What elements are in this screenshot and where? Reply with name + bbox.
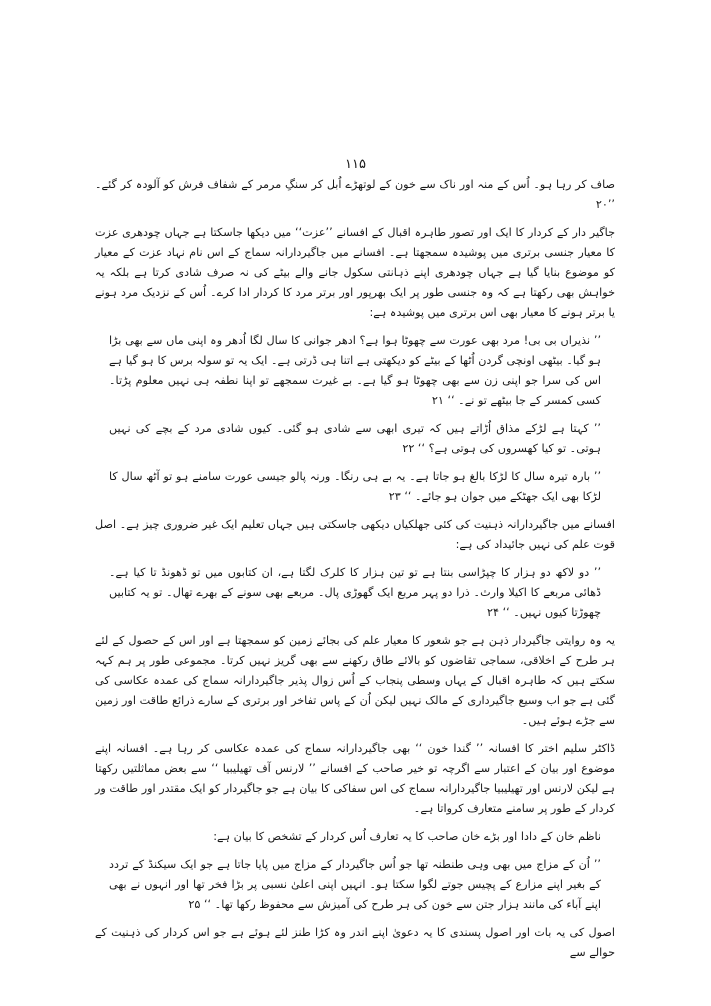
paragraph: ڈاکٹر سلیم اختر کا افسانہ ’’ گندا خون ‘‘ بھی جاگیردارانہ سماج کی عمدہ عکاسی کر رہا ہے۔ افسانہ اپنے موضوع اور بیان کے اعتبار سے اگرچہ تو خیر صاحب کے افسانے ’’ لارنس آف تھیلیبیا ‘‘ سے بعض مماثلتیں رکھتا ہے لیکن لارنس اور تھیلیبیا جاگیردارانہ سماج کی اس سفاکی کا بیان ہے جو جاگیردار کو ایک مقتدر اور طاقت ور کردار کے طور پر سامنے متعارف کرواتا ہے۔: [95, 742, 615, 815]
paragraph: اصول کی یہ بات اور اصول پسندی کا یہ دعویٰ اپنے اندر وہ کڑا طنز لئے ہوئے ہے جو اس کردار کی ذہنیت کے حوالے سے: [95, 926, 615, 959]
page-body: [95, 175, 615, 971]
paragraph: افسانے میں جاگیردارانہ ذہنیت کی کئی جھلکیاں دیکھی جاسکتی ہیں جہاں تعلیم ایک غیر ضروری چیز ہے۔ اصل قوت علم کی نہیں جائیداد کی ہے:: [95, 518, 615, 551]
quote-paragraph: ’’ کہتا ہے لڑکے مذاق اُڑاتے ہیں کہ تیری ابھی سے شادی ہو گئی۔ کیوں شادی مرد کے بچے کی نہیں ہوتی۔ تو کیا کھسروں کی ہوتی ہے؟ ‘‘ ۲۲: [109, 422, 601, 455]
quote-paragraph: ’’ دو لاکھ دو ہزار کا چپڑاسی بنتا ہے تو تین ہزار کا کلرک لگتا ہے، ان کتابوں میں تو ڈھونڈ تا کیا ہے۔ ڈھائی مربعے کا اکیلا وارث۔ ذرا دو پہر مربع ایک گھوڑی پال۔ مربعے بھی سونے کے بھرے تھال۔ تو یہ کتابیں چھوڑتا کیوں نہیں۔ ‘‘ ۲۴: [109, 566, 601, 619]
quote-paragraph: ’’ اُن کے مزاج میں بھی وہی طنطنہ تھا جو اُس جاگیردار کے مزاج میں پایا جاتا ہے جو ایک سیکنڈ کے تردد کے بغیر اپنے مزارع کے پچیس جوتے لگوا سکتا ہو۔ انہیں اپنی اعلیٰ نسبی پر بڑا فخر تھا اور انہوں نے بھی اپنے آباء کی مانند ہزار جتن سے خون کی ہر طرح کی آمیزش سے محفوظ رکھا تھا۔ ‘‘ ۲۵: [109, 858, 601, 911]
quote-paragraph: ’’ نذیراں بی بی! مرد بھی عورت سے چھوٹا ہوا ہے؟ ادھر جوانی کا سال لگا اُدھر وہ اپنی ماں سے بھی بڑا ہو گیا۔ بیٹھی اونچی گردن اُٹھا کے بیٹے کو دیکھتی ہے اتنا ہی ڈرتی ہے۔ ایک یہ تو سولہ برس کا ہو گیا ہے اس کی سرا جو اپنی زن سے بھی چھوٹا ہو گیا ہے۔ بے غیرت سمجھے تو اپنا نطفہ ہی نہیں معلوم پڑتا۔ کسی کمسر کے جا بیٹھے تو نے۔ ‘‘ ۲۱: [109, 334, 601, 407]
paragraph: جاگیر دار کے کردار کا ایک اور تصور طاہرہ اقبال کے افسانے ’’عزت‘‘ میں دیکھا جاسکتا ہے جہاں چودھری عزت کا معیار جنسی برتری میں پوشیدہ سمجھتا ہے۔ افسانے میں جاگیردارانہ سماج کے اس نام نہاد عزت کے معیار کو موضوع بنایا گیا ہے جہاں چودھری اپنے ذہانتی سکول جانے والے بیٹے کی نہ صرف شادی کرتا ہے بلکہ یہ خواہش بھی رکھتا ہے کہ وہ جنسی طور پر ایک بھرپور اور برتر مرد کا کردار ادا کرے۔ اُس کے نزدیک مرد ہونے یا برتر ہونے کا معیار بھی اس برتری میں پوشیدہ ہے:: [95, 226, 615, 319]
paragraph: یہ وہ روایتی جاگیردار ذہن ہے جو شعور کا معیار علم کی بجائے زمین کو سمجھتا ہے اور اس کے حصول کے لئے ہر طرح کے اخلاقی، سماجی تقاضوں کو بالائے طاق رکھنے سے بھی گریز نہیں کرتا۔ مجموعی طور پر ہم کہہ سکتے ہیں کہ طاہرہ اقبال کے یہاں وسطی پنجاب کے اُس زوال پذیر جاگیردارانہ سماج کی عمدہ عکاسی کی گئی ہے جو اب وسیع جاگیرداری کے مالک نہیں لیکن اُن کے پاس تفاخر اور برتری کے سارے ذرائع طاقت اور زمین سے جڑے ہوئے ہیں۔: [95, 634, 615, 727]
page-number: ۱۱۵: [345, 157, 366, 172]
paragraph: صاف کر رہا ہو۔ اُس کے منہ اور ناک سے خون کے لوتھڑے اُبل کر سنگِ مرمر کے شفاف فرش کو آلودہ کر گئے۔ ’’۲۰: [95, 178, 615, 211]
paragraph-indented: ناظم خان کے دادا اور بڑے خان صاحب کا یہ تعارف اُس کردار کے تشخص کا بیان ہے:: [213, 830, 601, 843]
quote-paragraph: ’’ بارہ تیرہ سال کا لڑکا بالغ ہو جاتا ہے۔ یہ بے ہی رنگا۔ ورنہ پالو جیسی عورت سامنے ہو تو آٹھ سال کا لڑکا بھی ایک جھٹکے میں جوان ہو جائے۔ ‘‘ ۲۳: [109, 470, 601, 503]
